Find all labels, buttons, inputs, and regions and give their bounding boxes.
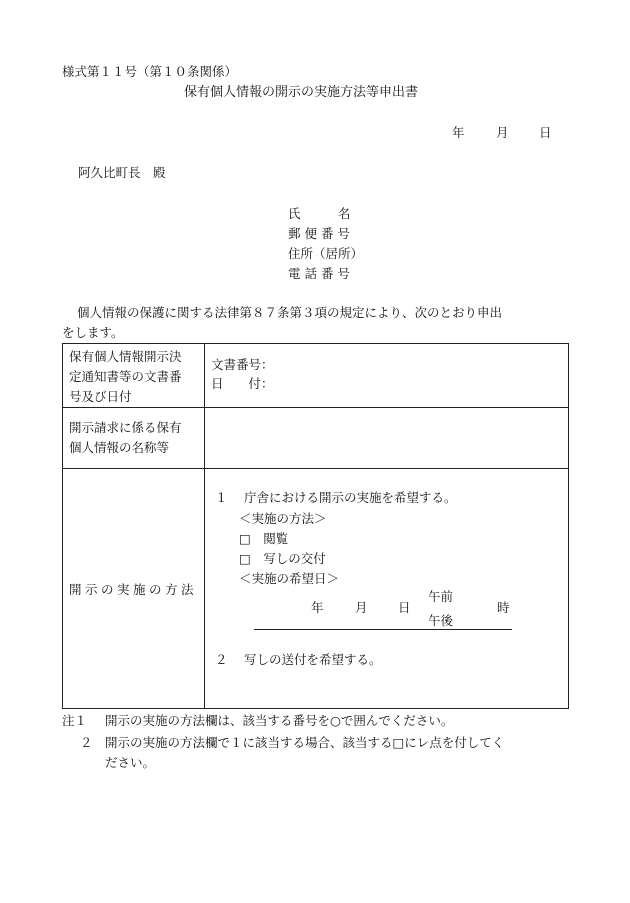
- applicant-address-label: 住所（居所）: [288, 246, 364, 261]
- method-label-cell: [63, 469, 205, 709]
- preferred-month-label: 月: [355, 600, 368, 615]
- date-year-label: 年: [452, 125, 465, 140]
- table-row-method: [63, 469, 569, 709]
- preferred-year-label: 年: [311, 600, 324, 615]
- preferred-day-label: 日: [398, 600, 411, 615]
- checkbox-view[interactable]: □ 閲覧: [239, 531, 289, 546]
- pm-label: 午後: [428, 613, 454, 628]
- page-title: 保有個人情報の開示の実施方法等申出書: [184, 85, 419, 100]
- table-row-document: [63, 344, 569, 408]
- note-2-marker: ２: [80, 735, 93, 750]
- date-day-label: 日: [539, 125, 552, 140]
- intro-line-1: 個人情報の保護に関する法律第８７条第３項の規定により、次のとおり申出: [77, 305, 503, 320]
- method-label: 開示の実施の方法: [69, 581, 198, 597]
- row1-label-line-3: 号及び日付: [69, 389, 132, 404]
- hour-label: 時: [497, 600, 510, 615]
- row1-label-line-1: 保有個人情報開示決: [69, 349, 182, 364]
- option-1-onsite[interactable]: １ 庁舎における開示の実施を希望する。: [215, 490, 457, 505]
- note-1-marker: 注１: [62, 713, 88, 728]
- note-1-text: 開示の実施の方法欄は、該当する番号を○で囲んでください。: [105, 713, 454, 728]
- doc-date-label: 日 付：: [211, 376, 274, 391]
- method-options-cell: [205, 469, 569, 709]
- row2-label-line-2: 個人情報の名称等: [69, 440, 170, 455]
- note-2-line-2: ださい。: [105, 755, 156, 770]
- document-number-value-cell[interactable]: [205, 344, 569, 408]
- preferred-date-header: ＜実施の希望日＞: [239, 571, 340, 586]
- checkbox-copy-delivery[interactable]: □ 写しの交付: [239, 551, 326, 566]
- applicant-name-label: 氏 名: [288, 206, 351, 221]
- am-label: 午前: [428, 589, 454, 604]
- note-2-line-1: 開示の実施の方法欄で１に該当する場合、該当する□にレ点を付してく: [105, 735, 505, 750]
- row1-label-line-2: 定通知書等の文書番: [69, 369, 182, 384]
- applicant-postal-label: 郵 便 番 号: [288, 226, 350, 241]
- info-name-value-cell[interactable]: [205, 408, 569, 469]
- option-2-mail[interactable]: ２ 写しの送付を希望する。: [215, 652, 382, 667]
- info-name-label-cell: [63, 408, 205, 469]
- intro-line-2: をします。: [62, 325, 124, 340]
- table-row-info-name: [63, 408, 569, 469]
- applicant-phone-label: 電 話 番 号: [288, 266, 350, 281]
- doc-number-label: 文書番号：: [211, 357, 274, 372]
- method-header: ＜実施の方法＞: [239, 511, 327, 526]
- request-table: [62, 343, 569, 709]
- form-number: 様式第１１号（第１０条関係）: [62, 64, 238, 79]
- preferred-date-underline: [254, 629, 512, 630]
- addressee: 阿久比町長 殿: [78, 165, 166, 180]
- date-month-label: 月: [496, 125, 509, 140]
- row2-label-line-1: 開示請求に係る保有: [69, 420, 182, 435]
- document-number-label-cell: [63, 344, 205, 408]
